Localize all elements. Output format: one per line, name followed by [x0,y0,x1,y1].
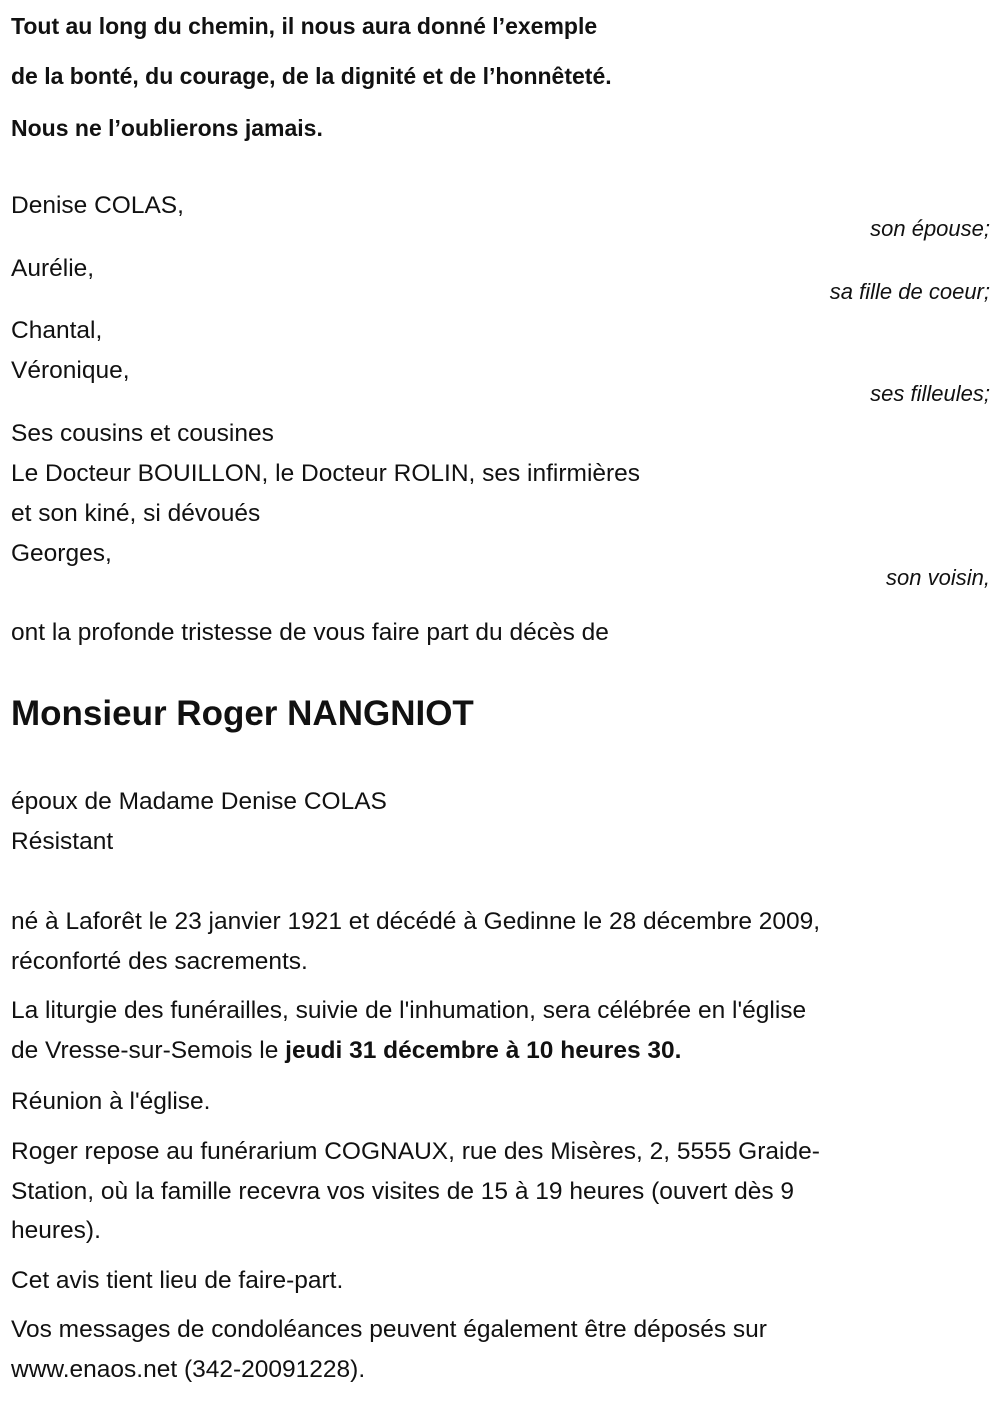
liturgy-line: La liturgie des funérailles, suivie de l'inhumation, sera célébrée en l'église [11,997,807,1024]
family-member: Véronique, [11,357,130,384]
liturgy-place: de Vresse-sur-Semois le [11,1037,286,1064]
rest-line: Station, où la famille recevra vos visites de 15 à 19 heures (ouvert dès 9 [11,1178,795,1205]
relationship-label: sa fille de coeur; [829,279,990,304]
family-member: Georges, [11,540,112,567]
condolences-line: www.enaos.net (342-20091228). [11,1356,366,1383]
title-line: Résistant [11,828,114,855]
liturgy-datetime: jeudi 31 décembre à 10 heures 30. [285,1037,682,1064]
meeting-line: Réunion à l'église. [11,1088,211,1115]
family-member: Denise COLAS, [11,192,184,219]
family-member: Aurélie, [11,255,95,282]
condolences-line: Vos messages de condoléances peuvent également être déposés sur [11,1316,767,1343]
spouse-line: époux de Madame Denise COLAS [11,788,387,815]
rest-line: Roger repose au funérarium COGNAUX, rue des Misères, 2, 5555 Graide- [11,1138,820,1165]
quote-line: Tout au long du chemin, il nous aura donné l’exemple [11,13,598,39]
deceased-name: Monsieur Roger NANGNIOT [11,694,474,733]
liturgy-line [11,1036,681,1066]
family-member: Ses cousins et cousines [11,420,274,447]
rest-line: heures). [11,1217,101,1244]
relationship-label: ses filleules; [870,381,990,406]
quote-line: de la bonté, du courage, de la dignité et de l’honnêteté. [11,63,612,89]
notice-line: Cet avis tient lieu de faire-part. [11,1267,344,1294]
announcement: ont la profonde tristesse de vous faire part du décès de [11,619,609,646]
relationship-label: son épouse; [870,216,990,241]
family-member: Chantal, [11,317,103,344]
relationship-label: son voisin, [886,565,990,590]
birth-death-line: né à Laforêt le 23 janvier 1921 et décédé à Gedinne le 28 décembre 2009, [11,908,821,935]
quote-line: Nous ne l’oublierons jamais. [11,115,323,141]
birth-death-line: réconforté des sacrements. [11,948,308,975]
family-member: et son kiné, si dévoués [11,500,261,527]
family-member: Le Docteur BOUILLON, le Docteur ROLIN, ses infirmières [11,460,641,487]
